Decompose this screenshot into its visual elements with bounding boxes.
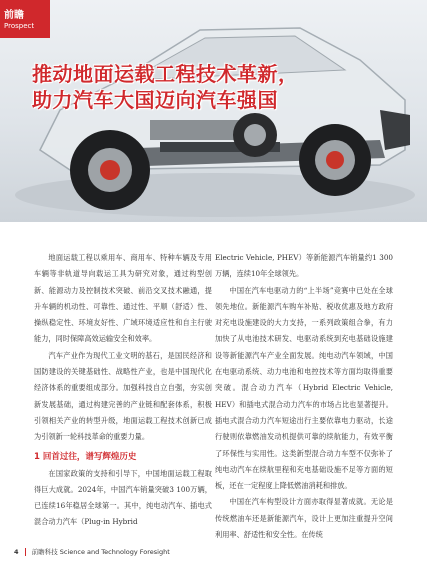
headline-line-1: 推动地面运载工程技术革新， [32, 62, 299, 86]
page-footer [14, 547, 170, 556]
section-tag [0, 0, 50, 38]
journal-name: 前瞻科技 Science and Technology Foresight [31, 548, 170, 556]
paragraph: Electric Vehicle, PHEV）等新能源汽车销量约1 300万辆，连续10年全球领先。 [215, 253, 393, 279]
section-tag-en: Prospect [4, 22, 35, 30]
paragraph: 在国家政策的支持和引导下，中国地面运载工程取得巨大成就。2024年，中国汽车销量突破3 100万辆，已连续16年稳居全球第一。其中，纯电动汽车、插电式混合动力汽车（Plug-in Hybrid [34, 468, 212, 527]
footer-divider [25, 548, 26, 556]
section-heading: 1 回首过往，谱写辉煌历史 [34, 451, 137, 462]
right-column [215, 250, 393, 543]
paragraph: 汽车产业作为现代工业文明的基石，是国民经济和国防建设的关键基础性、战略性产业，也是中国现代化经济体系的重要组成部分。加强科技自立自强，夯实创新发展基础，通过构建完善的产业链和配套体系，积极引领相关产业的转型升级，地面运载工程技术创新已成为引领新一轮科技革命的重要力量。 [34, 350, 212, 442]
left-column [34, 250, 212, 531]
paragraph: 地面运载工程以乘用车、商用车、特种车辆及专用车辆等非轨道导向载运工具为研究对象，通过构型创新、能源动力及控制技术突破、前沿交叉技术融通，提升车辆的机动性、可靠性、通过性、平顺（舒适）性、操纵稳定性、环境友好性、广域环境适应性和自主行驶能力，同时保障高效运输安全和效率。 [34, 253, 212, 344]
page-number: 4 [14, 548, 19, 556]
paragraph: 中国在汽车电驱动力的“上半场”竞赛中已处在全球领先地位。新能源汽车购车补贴、税收优惠及地方政府对充电设施建设的大力支持，一系列政策组合拳，有力加快了从电池技术研发、电驱动系统到充电基础设施建设等新能源汽车产业全面发展。纯电动汽车领域，中国在电驱动系统、动力电池和电控技术等方面均取得重要突破。混合动力汽车（Hybrid Electric Vehicle, HEV）和插电式混合动力汽车的市场占比也显著提升。插电式混合动力汽车短途出行主要依靠电力驱动，长途行驶则依靠燃油发动机提供可靠的续航能力，有效平衡了环保性与实用性。这类新型混合动力车型不仅弥补了纯电动汽车在续航里程和充电基础设施不足等方面的短板，还在一定程度上降低燃油消耗和排放。 [215, 285, 393, 491]
hero-image [0, 0, 427, 222]
headline-line-2: 助力汽车大国迈向汽车强国 [32, 88, 278, 112]
section-tag-cn: 前瞻 [4, 10, 24, 21]
paragraph: 中国在汽车构型设计方面亦取得显著成就。无论是传统燃油车还是新能源汽车，设计上更加注重提升空间利用率、舒适性和安全性。在传统 [215, 497, 393, 540]
